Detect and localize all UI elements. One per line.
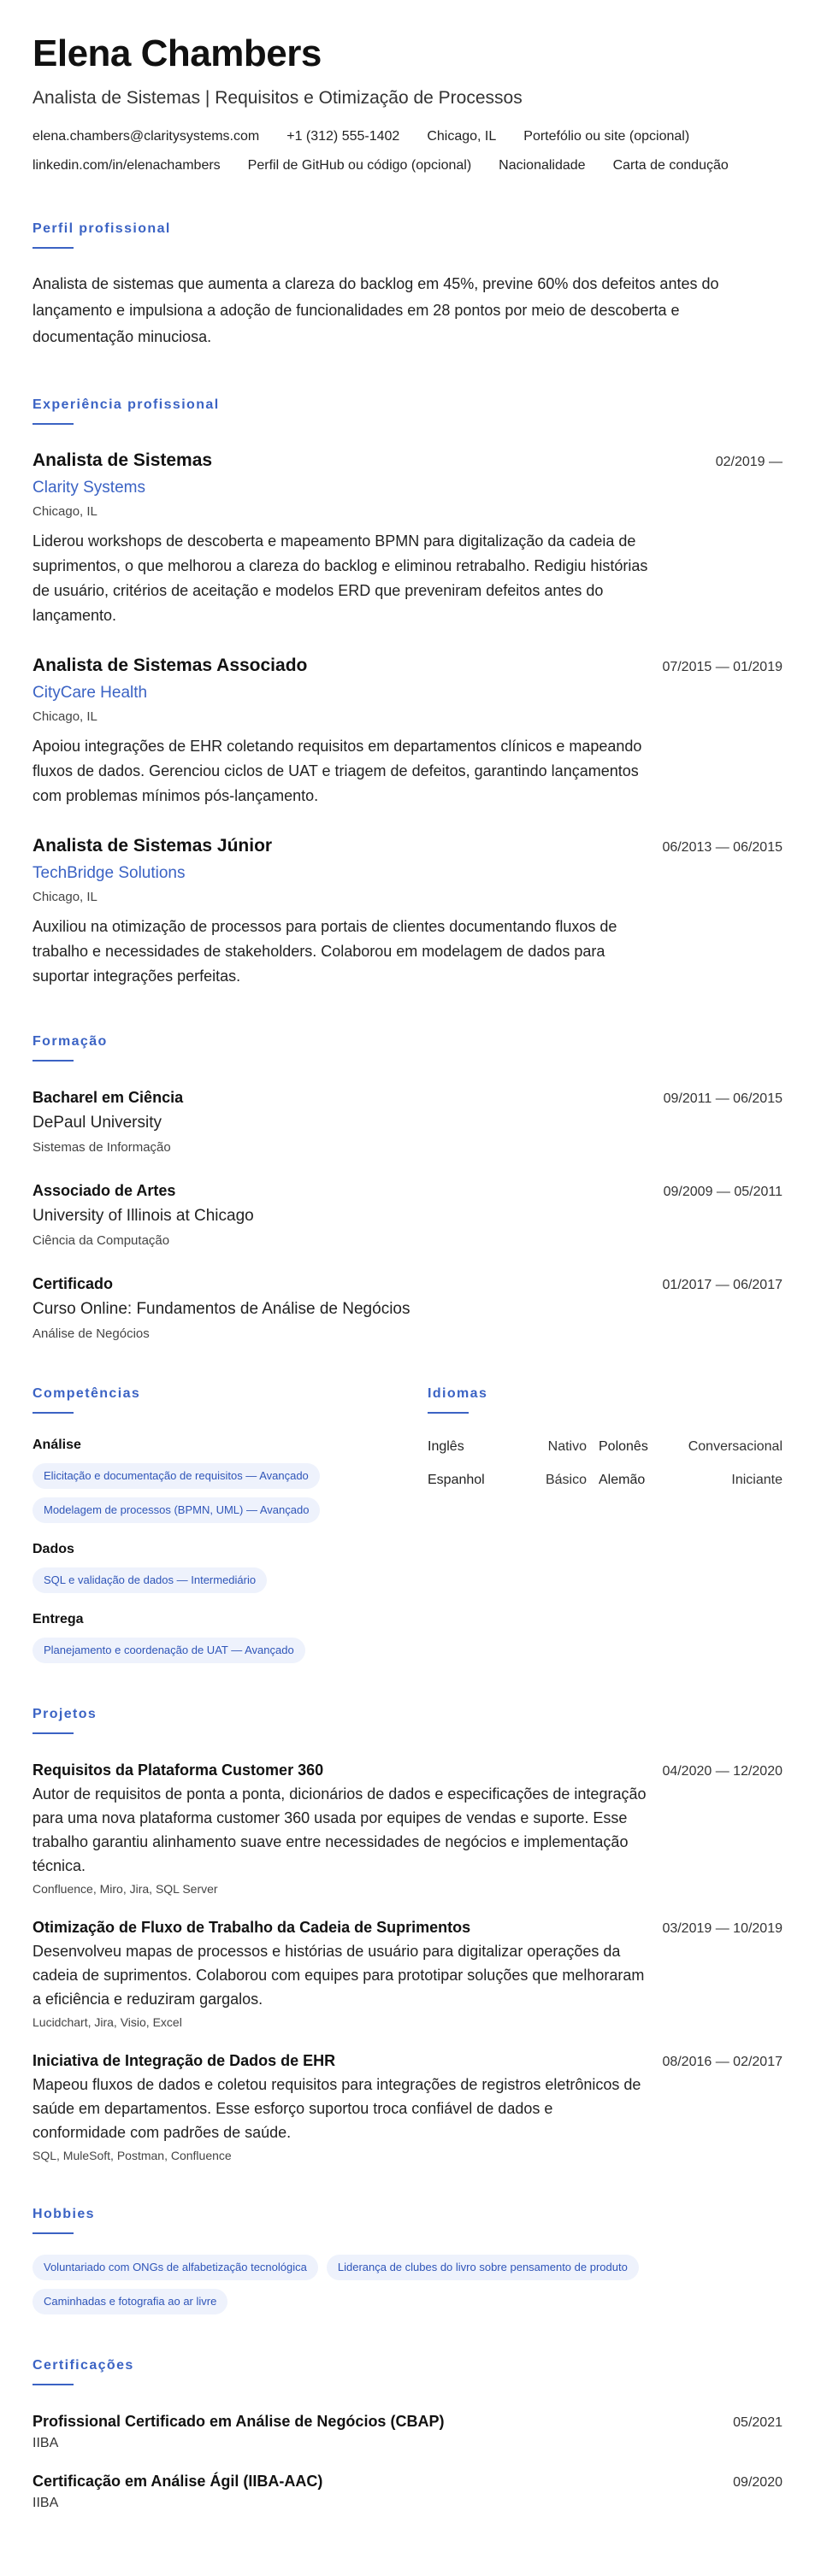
section-title: Hobbies [32,2207,95,2221]
skill-group-title: Entrega [32,1612,84,1626]
contact-linkedin[interactable]: linkedin.com/in/elenachambers [32,158,221,173]
hobby-chip: Liderança de clubes do livro sobre pensamento de produto [327,2255,639,2280]
job-title: Analista de Sistemas [32,450,213,470]
hobbies-section [32,2206,783,2314]
contact-github[interactable]: Perfil de GitHub ou código (opcional) [247,158,472,173]
section-title: Certificações [32,2358,134,2373]
study-field: Análise de Negócios [32,1326,150,1341]
project-dates: 08/2016 — 02/2017 [662,2055,783,2069]
education-item [32,1273,783,1343]
section-title: Perfil profissional [32,221,171,236]
section-title: Idiomas [428,1386,488,1401]
section-divider [32,1732,74,1734]
job-description: Liderou workshops de descoberta e mapeamento BPMN para digitalização da cadeia de suprimentos, o que melhorou a clareza do backlog e eliminou retrabalho. Redigiu histórias de usuário, critérios de aceitação e modelos ERD que preveniram defeitos antes do lançamento. [32,532,648,624]
job-location: Chicago, IL [32,890,97,904]
job-location: Chicago, IL [32,504,97,519]
certification-item [32,2471,783,2512]
certification-issuer: IIBA [32,2436,59,2450]
skill-group [32,1610,428,1663]
certification-title: Certificação em Análise Ágil (IIBA-AAC) [32,2473,323,2490]
job-location: Chicago, IL [32,709,97,724]
job-description: Apoiou integrações de EHR coletando requisitos em departamentos clínicos e mapeando fluxos de dados. Gerenciou ciclos de UAT e triagem de defeitos, garantindo lançamentos com problemas mínimos pós-lançamento. [32,738,642,804]
experience-item [32,654,783,809]
project-item [32,1917,783,2030]
language-level: Iniciante [731,1473,783,1487]
language-level: Conversacional [688,1439,783,1454]
project-item [32,1760,783,1897]
section-divider [32,1412,74,1414]
company-name: TechBridge Solutions [32,864,186,882]
certification-title: Profissional Certificado em Análise de Negócios (CBAP) [32,2413,445,2430]
section-title: Projetos [32,1707,97,1721]
hobby-chip-list [32,2255,783,2314]
skill-group-title: Análise [32,1438,81,1452]
project-dates: 03/2019 — 10/2019 [662,1921,783,1936]
section-divider [32,247,74,249]
language-level: Básico [545,1473,587,1487]
education-item [32,1087,783,1156]
certification-item [32,2411,783,2452]
job-dates: 06/2013 — 06/2015 [662,840,783,855]
language-name: Espanhol [428,1473,485,1487]
study-field: Sistemas de Informação [32,1140,171,1155]
skill-group-title: Dados [32,1542,74,1556]
contact-email[interactable]: elena.chambers@claritysystems.com [32,129,260,144]
job-title: Analista de Sistemas Júnior [32,836,273,856]
languages-section [428,1385,783,1663]
section-divider [32,2384,74,2385]
experience-item [32,834,783,989]
education-section [32,1033,783,1343]
skill-group [32,1436,428,1523]
section-divider [32,2232,74,2234]
certification-date: 05/2021 [733,2415,783,2430]
profile-summary: Analista de sistemas que aumenta a clareza do backlog em 45%, previne 60% dos defeitos antes do lançamento e impulsiona a adoção de funcionalidades em 28 pontos por meio de descoberta e documentação minuciosa. [32,275,719,345]
project-description: Autor de requisitos de ponta a ponta, dicionários de dados e especificações de integração para uma nova plataforma customer 360 usada por equipes de vendas e suporte. Esse trabalho garantiu alinhamento suave entre necessidades de negócios e implementação técnica. [32,1785,647,1874]
skill-chip-list [32,1567,428,1593]
candidate-headline: Analista de Sistemas | Requisitos e Otimização de Processos [32,88,523,108]
profile-section [32,221,783,350]
project-description: Desenvolveu mapas de processos e histórias de usuário para digitalizar operações da cadeia de suprimentos. Colaborou com equipes para prototipar soluções que melhoraram a eficiência e reduziram gargalos. [32,1943,645,2008]
skill-chip-list [32,1638,428,1663]
school-name: DePaul University [32,1114,162,1132]
language-name: Inglês [428,1439,464,1454]
contact-nationality: Nacionalidade [499,158,586,173]
section-title: Formação [32,1034,108,1049]
skill-chip: Elicitação e documentação de requisitos — Avançado [32,1463,320,1489]
contact-location: Chicago, IL [427,129,497,144]
contact-phone[interactable]: +1 (312) 555-1402 [286,129,400,144]
job-dates: 07/2015 — 01/2019 [662,660,783,674]
degree-title: Bacharel em Ciência [32,1089,184,1106]
contact-portfolio[interactable]: Portefólio ou site (opcional) [523,129,690,144]
language-name: Polonês [599,1439,648,1454]
study-field: Ciência da Computação [32,1233,170,1248]
skills-languages-block [32,1385,783,1663]
certification-issuer: IIBA [32,2496,59,2510]
company-name: CityCare Health [32,684,148,702]
school-name: University of Illinois at Chicago [32,1207,254,1225]
skill-chip: SQL e validação de dados — Intermediário [32,1567,267,1593]
section-title: Experiência profissional [32,397,220,412]
section-divider [32,1060,74,1062]
certifications-section [32,2357,783,2512]
education-dates: 09/2009 — 05/2011 [663,1185,783,1199]
projects-section [32,1706,783,2163]
certification-date: 09/2020 [733,2475,783,2490]
project-tools: Lucidchart, Jira, Visio, Excel [32,2015,182,2029]
language-level: Nativo [547,1439,587,1454]
project-tools: SQL, MuleSoft, Postman, Confluence [32,2149,232,2162]
experience-section [32,397,783,989]
language-list [428,1438,783,1490]
job-title: Analista de Sistemas Associado [32,656,308,675]
hobby-chip: Caminhadas e fotografia ao ar livre [32,2289,227,2314]
hobby-chip: Voluntariado com ONGs de alfabetização tecnológica [32,2255,318,2280]
skill-chip: Modelagem de processos (BPMN, UML) — Avançado [32,1497,320,1523]
company-name: Clarity Systems [32,479,145,497]
school-name: Curso Online: Fundamentos de Análise de Negócios [32,1300,410,1318]
project-title: Requisitos da Plataforma Customer 360 [32,1761,324,1779]
contact-driving-license: Carta de condução [612,158,729,173]
contact-list [32,128,783,174]
degree-title: Certificado [32,1275,114,1292]
project-title: Otimização de Fluxo de Trabalho da Cadeia de Suprimentos [32,1919,471,1936]
resume-header [32,32,783,174]
skills-section [32,1385,428,1663]
project-tools: Confluence, Miro, Jira, SQL Server [32,1882,218,1896]
section-divider [32,423,74,425]
education-dates: 09/2011 — 06/2015 [663,1091,783,1106]
section-divider [428,1412,469,1414]
project-description: Mapeou fluxos de dados e coletou requisitos para integrações de registros eletrônicos de saúde em departamentos. Esse esforço suportou troca confiável de dados e conformidade com padrões de saúde. [32,2076,641,2141]
language-name: Alemão [599,1473,646,1487]
project-item [32,2050,783,2163]
education-dates: 01/2017 — 06/2017 [662,1278,783,1292]
job-description: Auxiliou na otimização de processos para portais de clientes documentando fluxos de trabalho e necessidades de stakeholders. Colaborou em modelagem de dados para suportar integrações perfeitas. [32,918,617,985]
job-dates: 02/2019 — [715,455,783,469]
education-item [32,1180,783,1250]
skill-chip: Planejamento e coordenação de UAT — Avançado [32,1638,305,1663]
skill-group [32,1540,428,1593]
project-dates: 04/2020 — 12/2020 [662,1764,783,1779]
experience-item [32,449,783,628]
project-title: Iniciativa de Integração de Dados de EHR [32,2052,336,2069]
candidate-name: Elena Chambers [32,32,322,74]
skill-chip-list [32,1463,428,1523]
section-title: Competências [32,1386,141,1401]
degree-title: Associado de Artes [32,1182,176,1199]
